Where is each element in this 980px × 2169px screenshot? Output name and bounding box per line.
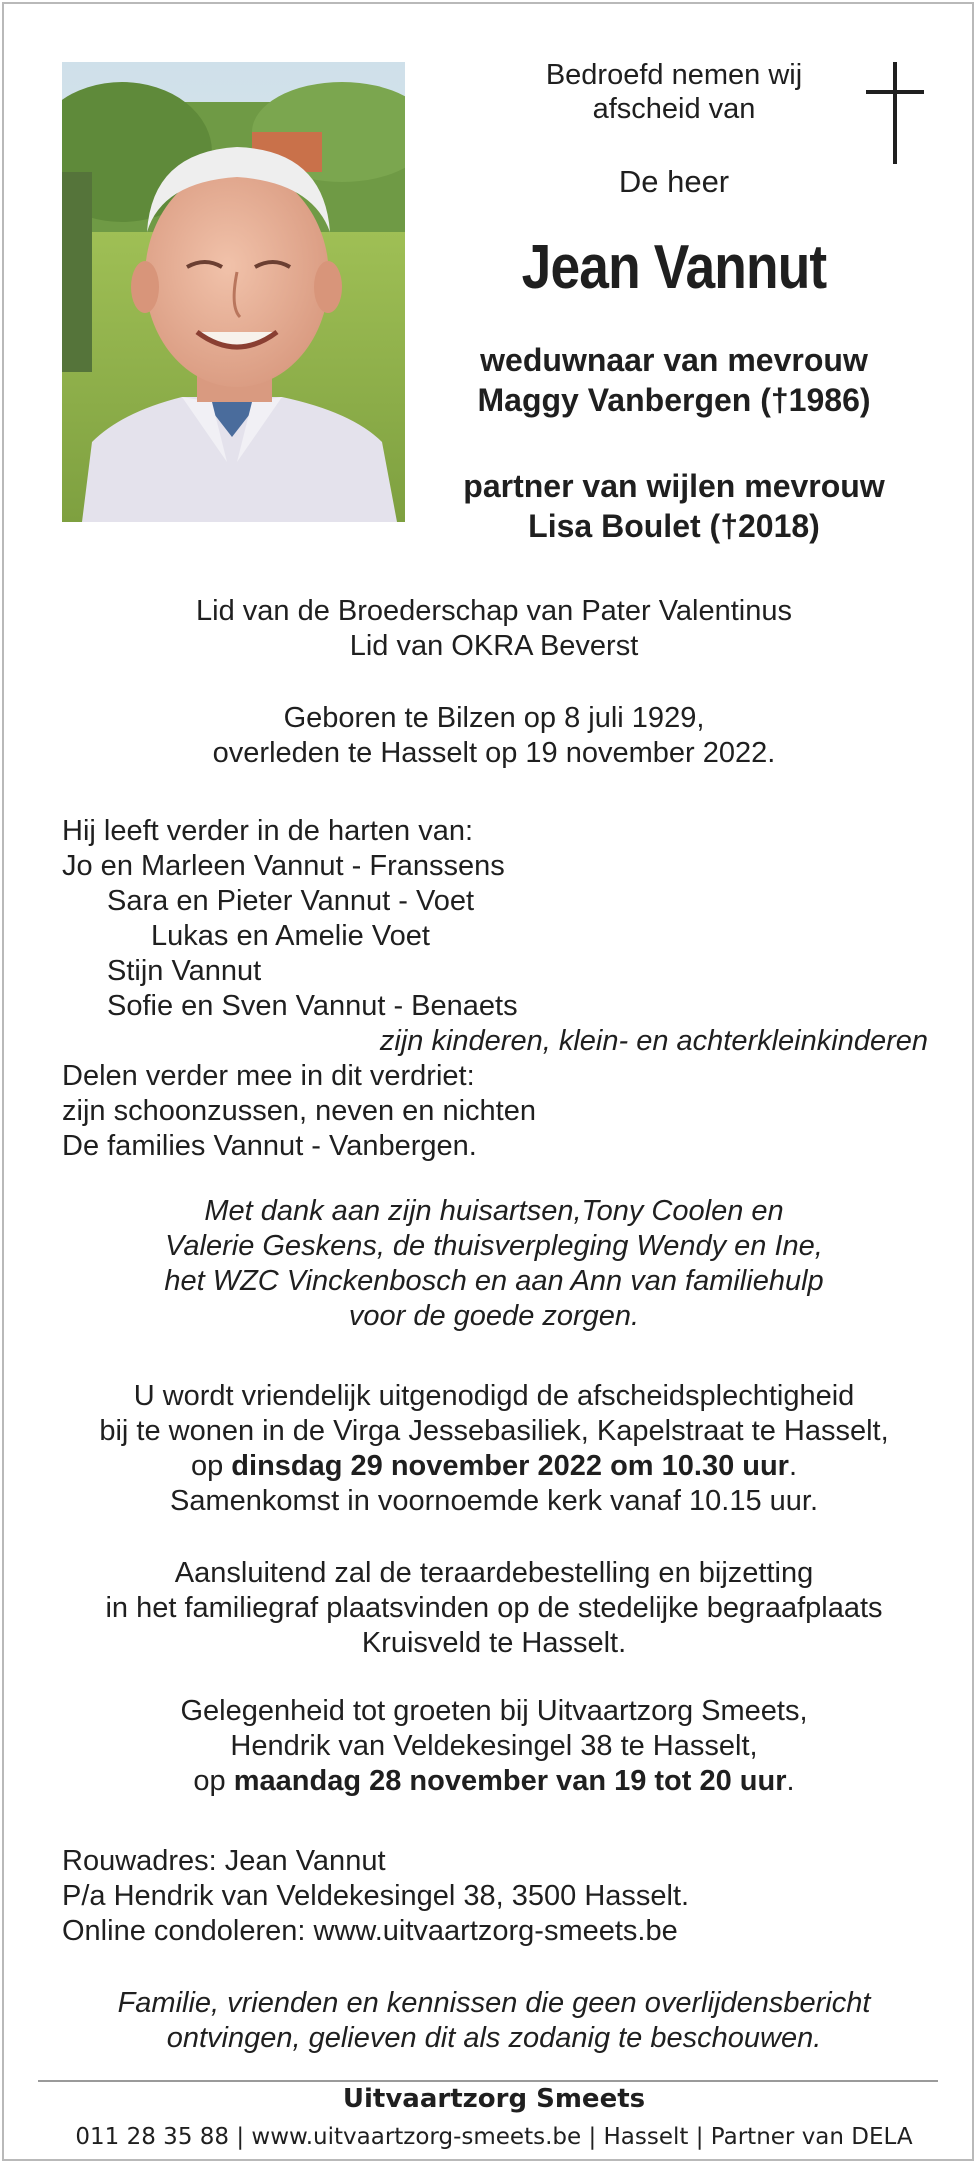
footer-company: Uitvaartzorg Smeets [342, 2084, 646, 2114]
visitation-date-prefix: op [193, 1765, 234, 1797]
burial-line: Kruisveld te Hasselt. [361, 1627, 627, 1659]
address-line: Rouwadres: Jean Vannut [62, 1845, 386, 1877]
burial-line: Aansluitend zal de teraardebestelling en bijzetting [174, 1557, 814, 1589]
funeral-line: U wordt vriendelijk uitgenodigd de afscheidsplechtigheid [133, 1380, 855, 1412]
deceased-name: Jean Vannut [521, 233, 827, 302]
address-line: P/a Hendrik van Veldekesingel 38, 3500 Hasselt. [62, 1880, 690, 1912]
visitation-line: Gelegenheid tot groeten bij Uitvaartzorg Smeets, [180, 1695, 808, 1727]
family-member: Stijn Vannut [107, 955, 262, 987]
widower-line: Maggy Vanbergen (†1986) [477, 382, 871, 418]
family-member: Jo en Marleen Vannut - Franssens [62, 850, 505, 882]
address-section [62, 1844, 932, 1949]
birth-line: Geboren te Bilzen op 8 juli 1929, [283, 702, 705, 734]
funeral-line: Samenkomst in voornoemde kerk vanaf 10.15 uur. [169, 1485, 819, 1517]
family-heading: Hij leeft verder in de harten van: [62, 815, 474, 847]
footer-divider [38, 2080, 938, 2082]
thanks-line: Valerie Geskens, de thuisverpleging Wendy en Ine, [165, 1230, 823, 1262]
footer-contact: 011 28 35 88 | www.uitvaartzorg-smeets.be | Hasselt | Partner van DELA [75, 2124, 913, 2150]
family-section [62, 814, 932, 1164]
notice-line: ontvingen, gelieven dit als zodanig te beschouwen. [166, 2022, 822, 2054]
thanks-line: voor de goede zorgen. [348, 1300, 640, 1332]
portrait-photo [62, 62, 405, 522]
widower-line: weduwnaar van mevrouw [480, 342, 868, 378]
family-member: Sara en Pieter Vannut - Voet [107, 885, 475, 917]
membership-line: Lid van de Broederschap van Pater Valentinus [196, 595, 792, 627]
visitation-date-line [44, 1764, 944, 1799]
thanks-line: Met dank aan zijn huisartsen,Tony Coolen en [204, 1195, 784, 1227]
visitation-line: Hendrik van Veldekesingel 38 te Hasselt, [230, 1730, 758, 1762]
partner-line: partner van wijlen mevrouw [463, 468, 885, 504]
notice-line: Familie, vrienden en kennissen die geen overlijdensbericht [117, 1987, 871, 2019]
funeral-line: bij te wonen in de Virga Jessebasiliek, Kapelstraat te Hasselt, [99, 1415, 889, 1447]
funeral-date-prefix: op [190, 1450, 232, 1482]
burial-line: in het familiegraf plaatsvinden op de stedelijke begraafplaats [105, 1592, 883, 1624]
visitation-date-suffix: . [786, 1765, 795, 1797]
visitation-date: maandag 28 november van 19 tot 20 uur [233, 1765, 787, 1797]
funeral-date-line [44, 1449, 944, 1484]
family-relation: zijn kinderen, klein- en achterkleinkinderen [379, 1025, 928, 1057]
partner-line: Lisa Boulet (†2018) [528, 508, 820, 544]
membership-line: Lid van OKRA Beverst [349, 630, 639, 662]
thanks-section [44, 1194, 944, 1334]
notice-section [44, 1986, 944, 2056]
partner-info [424, 466, 924, 546]
burial-section [44, 1556, 944, 1661]
others-line: De families Vannut - Vanbergen. [62, 1130, 477, 1162]
others-line: zijn schoonzussen, neven en nichten [62, 1095, 536, 1127]
funeral-date-suffix: . [788, 1450, 798, 1482]
family-member: Sofie en Sven Vannut - Benaets [107, 990, 518, 1022]
intro-line: Bedroefd nemen wij [545, 59, 803, 91]
birth-death-info [44, 701, 944, 771]
portrait-image [62, 62, 405, 522]
thanks-line: het WZC Vinckenbosch en aan Ann van familiehulp [164, 1265, 824, 1297]
family-member: Lukas en Amelie Voet [151, 920, 430, 952]
intro-text [424, 58, 924, 126]
online-condolence-line: Online condoleren: www.uitvaartzorg-smeets.be [62, 1915, 678, 1947]
funeral-section [44, 1379, 944, 1519]
intro-line: afscheid van [592, 93, 756, 125]
visitation-section [44, 1694, 944, 1799]
salutation: De heer [618, 164, 730, 199]
others-heading: Delen verder mee in dit verdriet: [62, 1060, 475, 1092]
obituary-card [2, 2, 974, 2161]
death-line: overleden te Hasselt op 19 november 2022. [212, 737, 776, 769]
memberships [44, 594, 944, 664]
widower-info [424, 340, 924, 420]
funeral-date: dinsdag 29 november 2022 om 10.30 uur [231, 1450, 789, 1482]
